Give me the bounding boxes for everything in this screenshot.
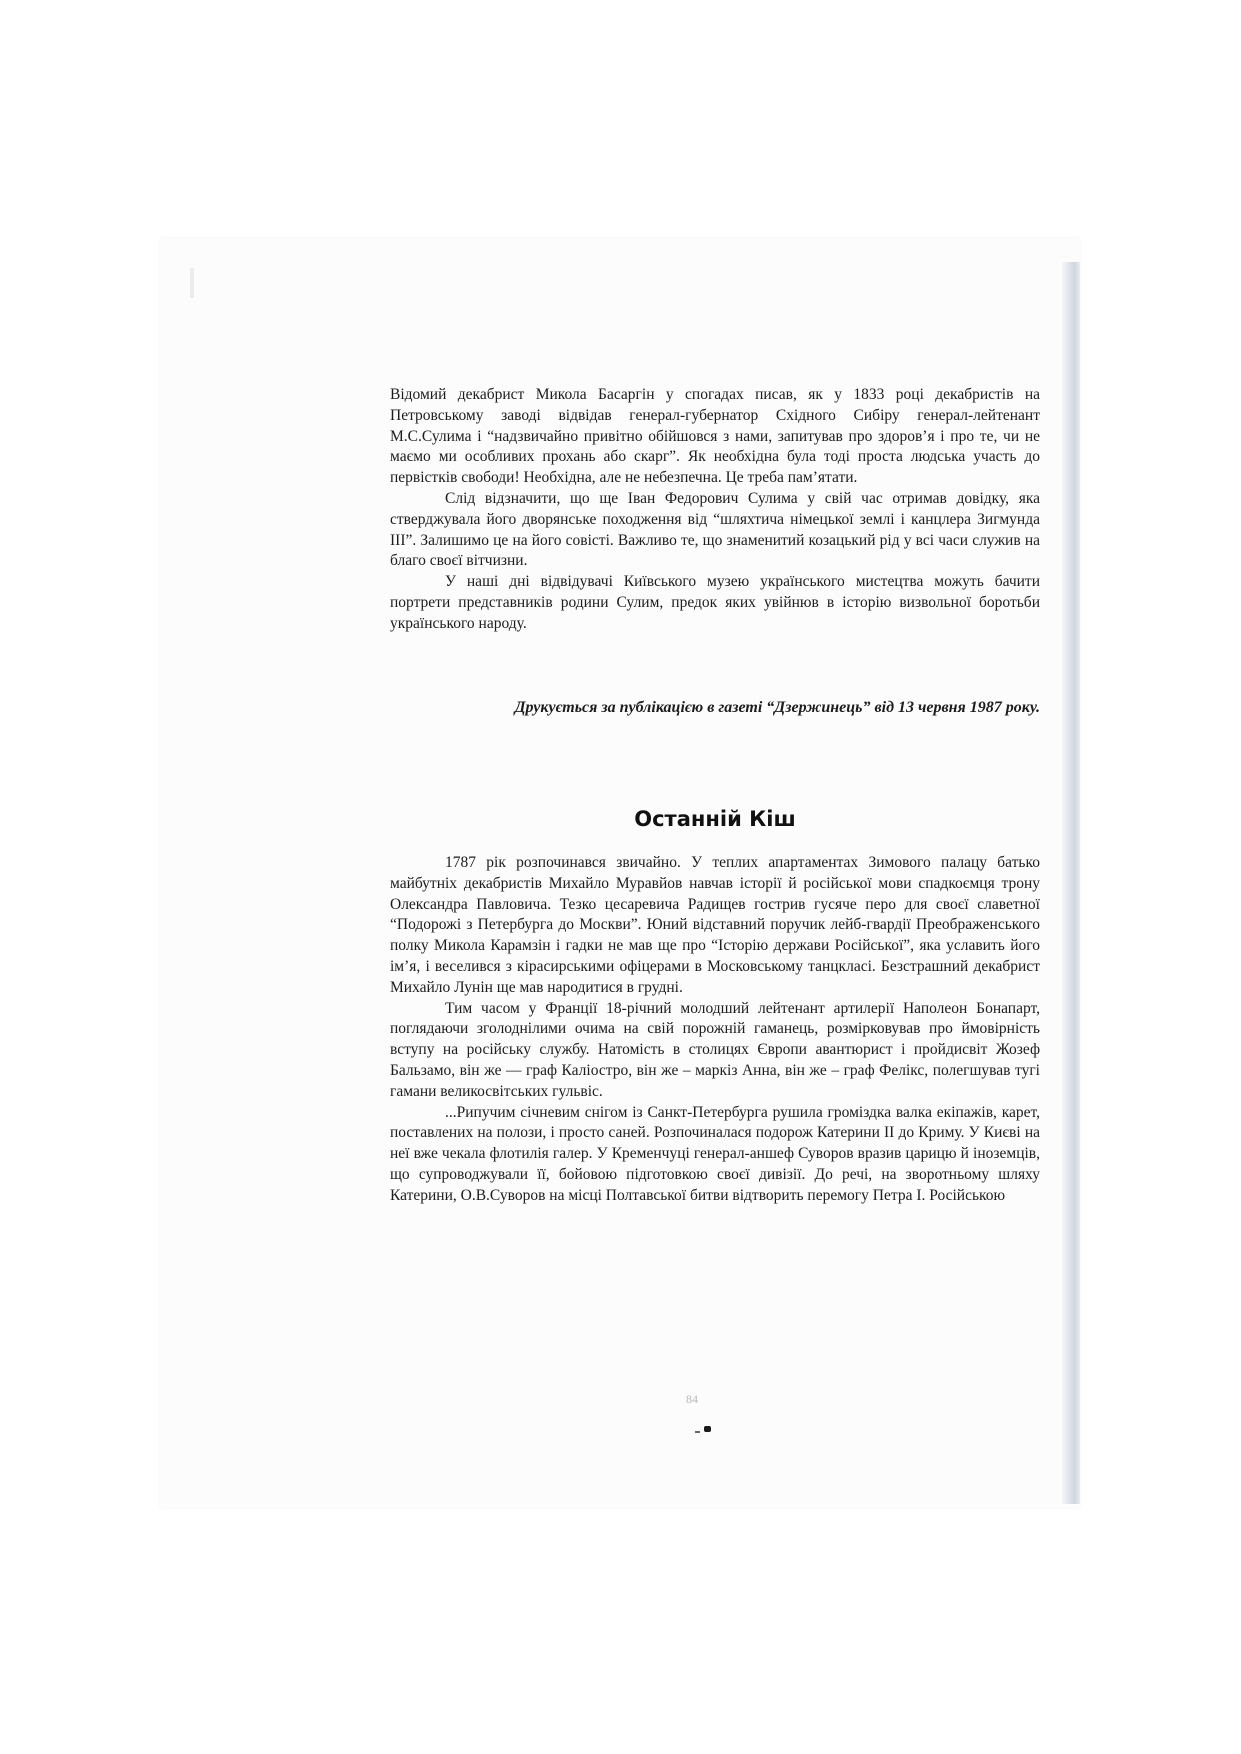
paragraph: Тим часом у Франції 18-річний молодший лейтенант артилерії Наполеон Бонапарт, поглядаючи зголоднілими очима на свій порожній гаманець, розмірковував про ймовірність вступу на російську службу. Натомість в столицях Європи авантюрист і пройдисвіт Жозеф Бальзамо, він же — граф Каліостро, він же – маркіз Анна, він же – граф Фелікс, полегшував тугі гамани великосвітських гульвіс. [390,999,1040,1100]
ink-spot [704,1426,711,1432]
ink-spot [695,1431,700,1433]
section-body-text [390,853,1040,1207]
paragraph: ...Рипучим січневим снігом із Санкт-Петербурга рушила громіздка валка екіпажів, карет, поставлених на полози, і просто саней. Розпочиналася подорож Катерини ІІ до Криму. У Києві на неї вже чекала флотилія галер. У Кременчуці генерал-аншеф Суворов вразив царицю й іноземців, що супроводжували її, бойовою підготовкою своєї дивізії. До речі, на зворотньому шляху Катерини, О.В.Суворов на місці Полтавської битви відтворить перемогу Петра І. Російською [390,1103,1040,1204]
publication-note: Друкується за публікацією в газеті “Дзержинець” від 13 червня 1987 року. [514,699,1040,716]
paragraph: 1787 рік розпочинався звичайно. У теплих апартаментах Зимового палацу батько майбутніх декабристів Михайло Муравйов навчав історії й російської мови спадкоємця трону Олександра Павловича. Тезко цесаревича Радищев гострив гусяче перо для своєї славетної “Подорожі з Петербурга до Москви”. Юний відставний поручик лейб-гвардії Преображенського полку Микола Карамзін і гадки не мав ще про “Історію держави Російської”, яка уславить його ім’я, і веселився з кірасирськими офіцерами в Московському танцкласі. Безстрашний декабрист Михайло Лунін ще мав народитися в грудні. [390,854,1040,996]
scan-edge-shadow [1062,262,1080,1504]
article-end-text [390,385,1040,635]
paragraph: У наші дні відвідувачі Київського музею українського мистецтва можуть бачити портрети представників родини Сулим, предок яких увійнюв в історію визвольної боротьби українського народу. [390,573,1040,632]
section-title: Останній Кіш [634,807,796,831]
scan-artifact [190,268,194,298]
paragraph: Слід відзначити, що ще Іван Федорович Сулима у свій час отримав довідку, яка стверджувала його дворянське походження від “шляхтича німецької землі і канцлера Зигмунда III”. Залишимо це на його совісті. Важливо те, що знаменитий козацький рід у всі часи служив на благо своєї вітчизни. [390,489,1040,570]
page-number: 84 [686,1392,698,1406]
paragraph: Відомий декабрист Микола Басаргін у спогадах писав, як у 1833 році декабристів на Петровському заводі відвідав генерал-губернатор Східного Сибіру генерал-лейтенант М.С.Сулима і “надзвичайно привітно обійшовся з нами, запитував про здоров’я і про те, чи не маємо ми особливих прохань або скарг”. Як необхідна була тоді проста людська участь до первістків свободи! Необхідна, але не небезпечна. Це треба пам’ятати. [390,386,1040,487]
